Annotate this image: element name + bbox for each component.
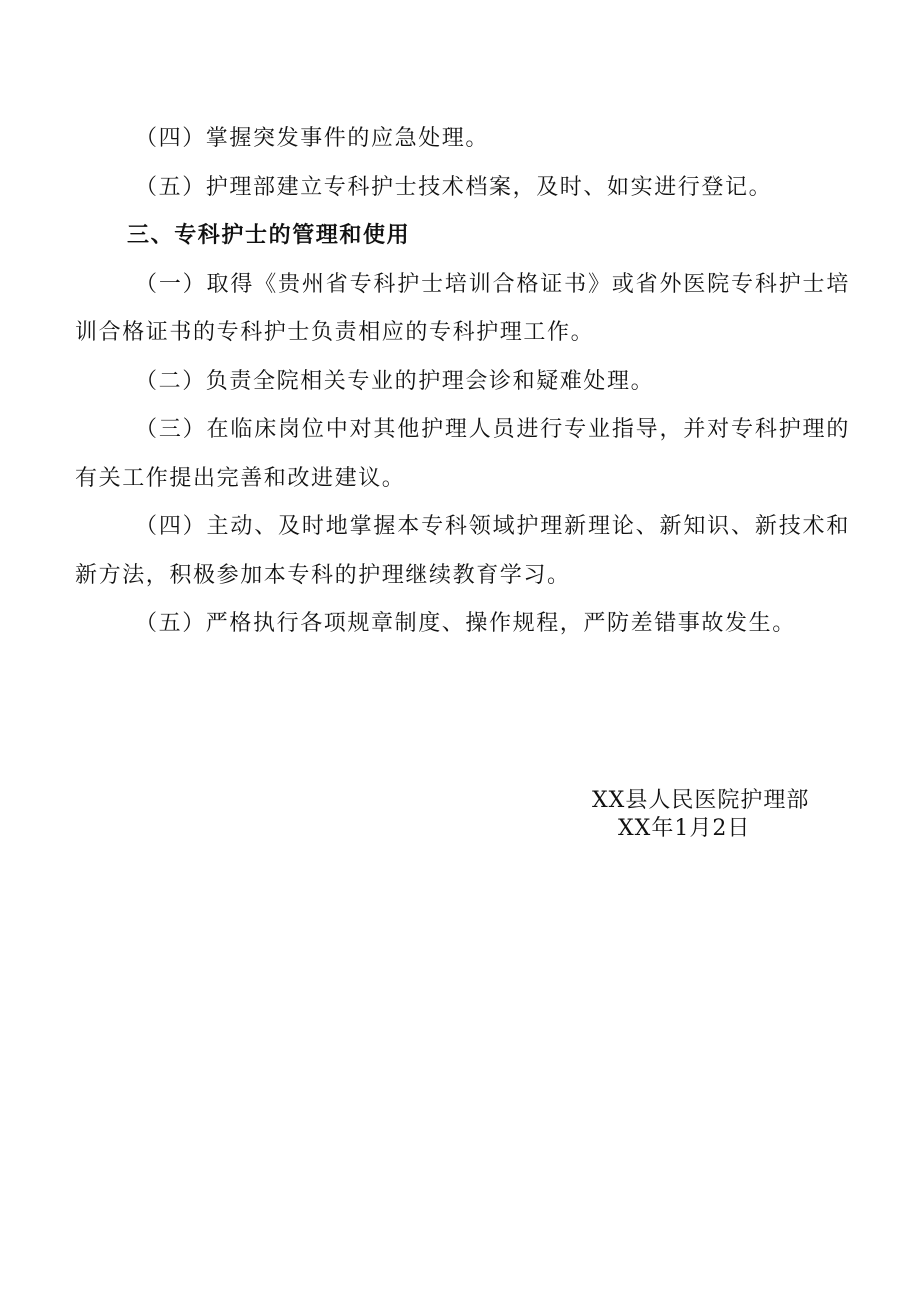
section-heading: 三、专科护士的管理和使用 xyxy=(127,223,411,248)
document-body xyxy=(75,115,850,649)
paragraph-consultation: （二）负责全院相关专业的护理会诊和疑难处理。 xyxy=(135,368,655,394)
paragraph-emergency-handling: （四）掌握突发事件的应急处理。 xyxy=(135,126,490,151)
paragraph-regulations: （五）严格执行各项规章制度、操作规程，严防差错事故发生。 xyxy=(135,611,796,636)
signature-organization: XX县人民医院护理部 xyxy=(592,788,810,813)
signature-date: XX年1月2日 xyxy=(618,816,751,841)
paragraph-guidance: （三）在临床岗位中对其他护理人员进行专业指导，并对专科护理的有关工作提出完善和改进建议。 xyxy=(75,417,850,491)
paragraph-certificate: （一）取得《贵州省专科护士培训合格证书》或省外医院专科护士培训合格证书的专科护士负责相应的专科护理工作。 xyxy=(75,271,850,345)
paragraph-technical-archive: （五）护理部建立专科护士技术档案，及时、如实进行登记。 xyxy=(135,174,773,200)
paragraph-learning: （四）主动、及时地掌握本专科领域护理新理论、新知识、新技术和新方法，积极参加本专科的护理继续教育学习。 xyxy=(75,514,850,588)
